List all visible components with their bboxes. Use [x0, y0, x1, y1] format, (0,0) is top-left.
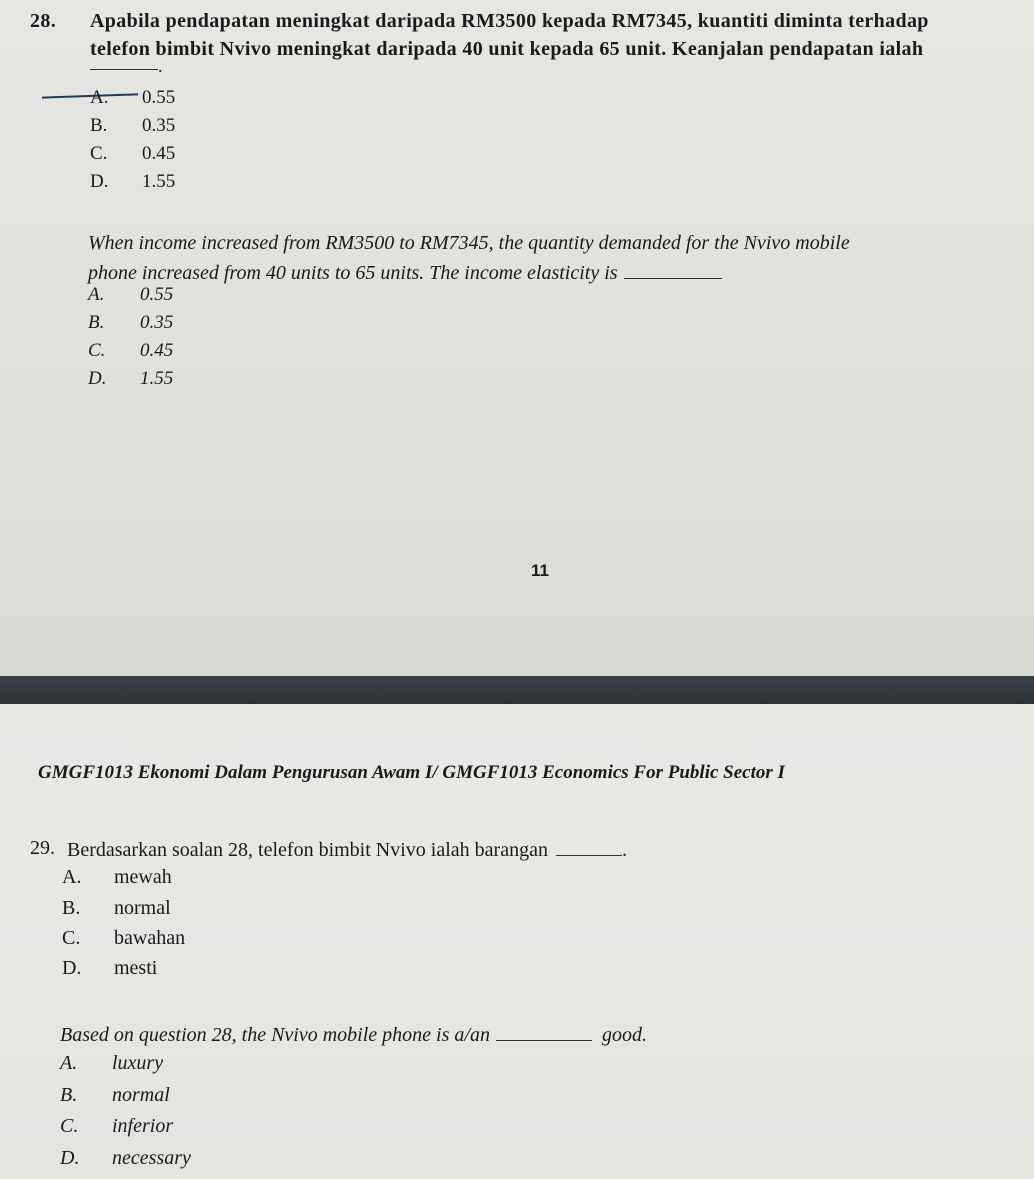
question-29-malay-text: Berdasarkan soalan 28, telefon bimbit Nvivo ialah barangan .: [67, 839, 627, 861]
page-gap: [0, 676, 1034, 704]
question-29-number: 29.: [30, 837, 55, 859]
q28-english-option-c: C. 0.45: [88, 340, 174, 361]
q29-english-option-b: B. normal: [60, 1084, 170, 1106]
page-number: 11: [531, 561, 549, 580]
question-28-english-line2: phone increased from 40 units to 65 units. The income elasticity is: [88, 260, 722, 285]
q28-english-option-d: D. 1.55: [88, 368, 174, 389]
q28-english-option-a: A. 0.55: [88, 284, 174, 305]
question-28-english-line1: When income increased from RM3500 to RM7345, the quantity demanded for the Nvivo mobile: [88, 232, 850, 254]
question-28-number: 28.: [30, 10, 57, 32]
q29-malay-option-d: D. mesti: [62, 957, 158, 979]
q29-english-option-d: D. necessary: [60, 1147, 191, 1169]
q28-malay-option-d: D. 1.55: [90, 171, 176, 192]
q28-english-option-b: B. 0.35: [88, 312, 174, 333]
q28-malay-option-b: B. 0.35: [90, 115, 176, 136]
q29-malay-option-b: B. normal: [62, 897, 171, 919]
question-29-english-text: Based on question 28, the Nvivo mobile phone is a/an good.: [60, 1024, 647, 1046]
question-28-malay-line2: telefon bimbit Nvivo meningkat daripada 40 unit kepada 65 unit. Keanjalan pendapatan ialah: [90, 38, 924, 60]
q29-english-option-a: A. luxury: [60, 1052, 164, 1074]
course-header: GMGF1013 Ekonomi Dalam Pengurusan Awam I/ GMGF1013 Economics For Public Sector I: [38, 762, 785, 783]
question-28-malay-line1: Apabila pendapatan meningkat daripada RM3500 kepada RM7345, kuantiti diminta terhadap: [90, 10, 929, 32]
q29-malay-option-a: A. mewah: [62, 866, 172, 888]
q29-malay-option-c: C. bawahan: [62, 927, 186, 949]
q28-malay-option-c: C. 0.45: [90, 143, 176, 164]
answer-blank: [90, 55, 158, 70]
period: .: [158, 56, 163, 76]
q29-english-option-c: C. inferior: [60, 1115, 174, 1137]
q28-malay-option-a: A. 0.55: [90, 87, 176, 108]
